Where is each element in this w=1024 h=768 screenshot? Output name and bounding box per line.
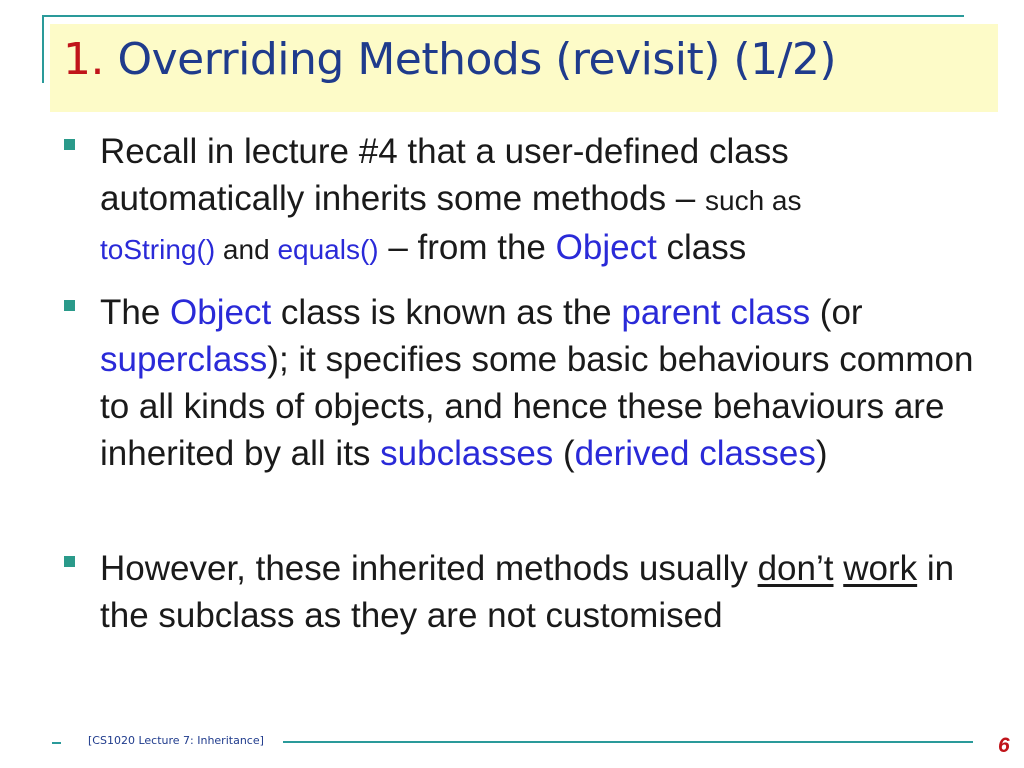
text: ); it specifies some basic behaviours common to all kinds of objects, and hence these behaviours are inherited by all its xyxy=(100,340,974,473)
title-text: Overriding Methods (revisit) (1/2) xyxy=(117,34,837,85)
title-number: 1. xyxy=(63,34,104,85)
text: ( xyxy=(553,434,575,473)
term: Object xyxy=(555,228,657,267)
text: in the subclass as they are not customised xyxy=(100,549,955,635)
slide-title xyxy=(63,34,836,85)
term: derived classes xyxy=(574,434,816,473)
footer-course: [CS1020 Lecture 7: Inheritance] xyxy=(88,734,264,747)
left-frame-line xyxy=(42,15,44,83)
text: (or xyxy=(810,293,863,332)
text: – from the xyxy=(378,228,556,267)
bullet-marker xyxy=(64,300,75,311)
text: class is known as the xyxy=(271,293,622,332)
bullet-marker xyxy=(64,556,75,567)
bullet-paragraph xyxy=(100,289,980,477)
underlined-text: work xyxy=(843,549,918,588)
footer-mark xyxy=(52,742,61,744)
footer-line xyxy=(283,741,973,743)
code-term: equals() xyxy=(277,234,379,265)
bullet-marker xyxy=(64,139,75,150)
text: However, these inherited methods usually xyxy=(100,549,758,588)
text: ) xyxy=(815,434,828,473)
term: subclasses xyxy=(380,434,554,473)
bullet-paragraph xyxy=(100,128,980,273)
code-term: toString() xyxy=(100,234,216,265)
term: parent class xyxy=(621,293,811,332)
bullet-paragraph xyxy=(100,545,980,639)
page-number: 6 xyxy=(998,734,1010,757)
term: Object xyxy=(170,293,272,332)
top-frame-line xyxy=(42,15,964,17)
text: class xyxy=(656,228,747,267)
text: and xyxy=(215,234,278,265)
text: Recall in lecture #4 that a user-defined class automatically inherits some methods – xyxy=(100,132,789,218)
text: such as xyxy=(705,185,802,216)
text: The xyxy=(100,293,171,332)
term: superclass xyxy=(100,340,268,379)
text xyxy=(834,549,844,588)
underlined-text: don’t xyxy=(757,549,834,588)
